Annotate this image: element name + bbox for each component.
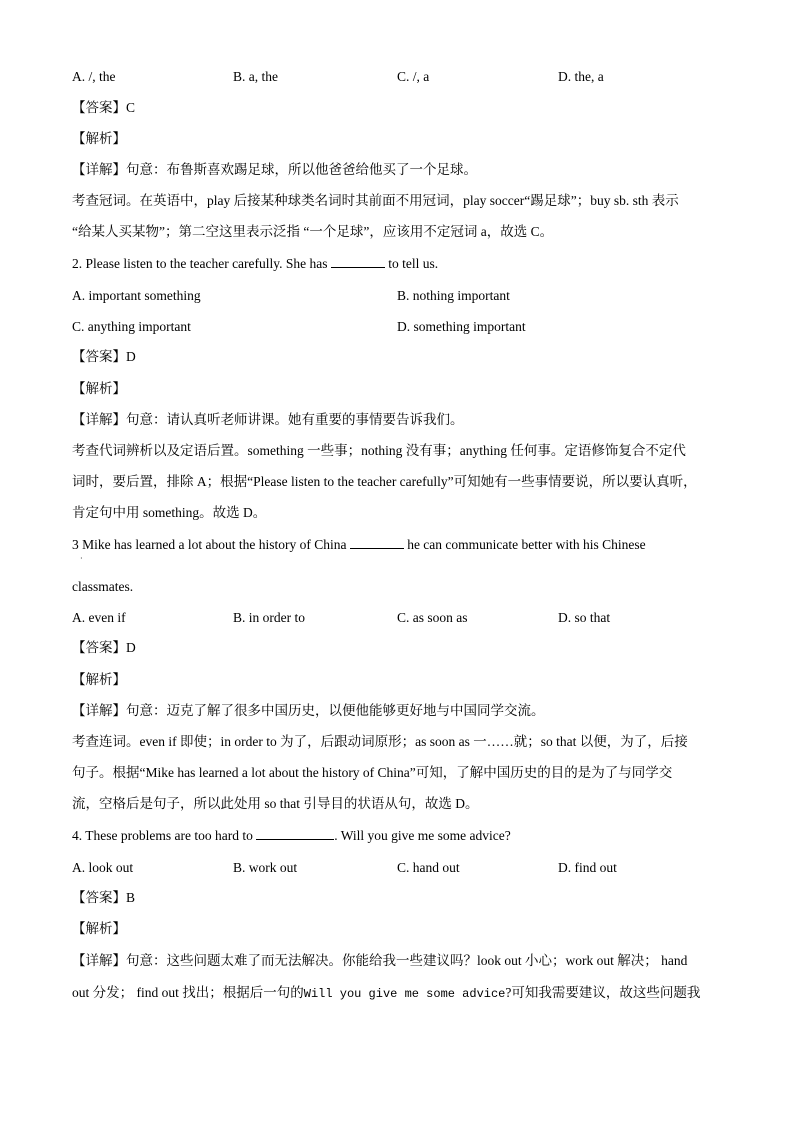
q3-answer: 【答案】D xyxy=(72,640,136,655)
q4-analysis-label: 【解析】 xyxy=(72,921,126,936)
q1-explanation-2: “给某人买某物”；第二空这里表示泛指 “一个足球”，应该用不定冠词 a，故选 C。 xyxy=(72,224,554,239)
q3-blank xyxy=(350,536,404,549)
q3-analysis-label: 【解析】 xyxy=(72,672,126,687)
q3-option-a: A. even if xyxy=(72,610,126,625)
q1-answer: 【答案】C xyxy=(72,100,136,115)
q4-stem-part2: . Will you give me some advice? xyxy=(334,828,511,843)
q2-explanation-1: 考查代词辨析以及定语后置。something 一些事；nothing 没有事；anything 任何事。定语修饰复合不定代 xyxy=(72,443,686,458)
q3-stem-part2: he can communicate better with his Chinese xyxy=(407,537,646,552)
q1-analysis-label: 【解析】 xyxy=(72,131,126,146)
q4-answer: 【答案】B xyxy=(72,890,136,905)
q3-option-c: C. as soon as xyxy=(397,610,468,625)
q3-stem-part1: 3 Mike has learned a lot about the history of China xyxy=(72,537,347,552)
q2-blank xyxy=(331,255,385,268)
q2-option-d: D. something important xyxy=(397,319,526,334)
q2-option-a: A. important something xyxy=(72,288,201,303)
q3-option-b: B. in order to xyxy=(233,610,305,625)
q1-detail: 【详解】句意：布鲁斯喜欢踢足球，所以他爸爸给他买了一个足球。 xyxy=(72,162,477,177)
q4-stem xyxy=(72,827,511,845)
q3-detail: 【详解】句意：迈克了解了很多中国历史，以便他能够更好地与中国同学交流。 xyxy=(72,703,545,718)
q2-stem-part2: to tell us. xyxy=(388,256,439,271)
q2-stem-part1: 2. Please listen to the teacher carefully. She has xyxy=(72,256,328,271)
q2-explanation-2: 词时，要后置，排除 A；根据“Please listen to the teacher carefully”可知她有一些事情要说，所以要认真听， xyxy=(72,474,697,489)
q2-detail: 【详解】句意：请认真听老师讲课。她有重要的事情要告诉我们。 xyxy=(72,412,464,427)
q2-option-c: C. anything important xyxy=(72,319,191,334)
q1-explanation-1: 考查冠词。在英语中，play 后接某种球类名词时其前面不用冠词，play soccer“踢足球”；buy sb. sth 表示 xyxy=(72,193,679,208)
q4-option-c: C. hand out xyxy=(397,860,460,875)
q1-option-c: C. /, a xyxy=(397,69,430,84)
q4-blank xyxy=(256,827,334,840)
q4-stem-part1: 4. These problems are too hard to xyxy=(72,828,253,843)
q3-explanation-2: 句子。根据“Mike has learned a lot about the history of China”可知，了解中国历史的目的是为了与同学交 xyxy=(72,765,673,780)
q3-stem-continued: classmates. xyxy=(72,579,134,594)
q4-option-a: A. look out xyxy=(72,860,134,875)
q2-explanation-3: 肯定句中用 something。故选 D。 xyxy=(72,505,267,520)
q3-number-dot: · xyxy=(80,554,83,563)
q2-stem xyxy=(72,255,438,273)
q4-detail-quoted-sentence: Will you give me some advice xyxy=(303,987,506,1001)
q1-option-d: D. the, a xyxy=(558,69,604,84)
q1-option-b: B. a, the xyxy=(233,69,278,84)
q3-option-d: D. so that xyxy=(558,610,611,625)
q3-explanation-1: 考查连词。even if 即使；in order to 为了，后跟动词原形；as soon as 一……就；so that 以便，为了，后接 xyxy=(72,734,688,749)
q1-option-a: A. /, the xyxy=(72,69,116,84)
q4-detail-2-part2: ?可知我需要建议，故这些问题我 xyxy=(505,985,701,1000)
q4-option-d: D. find out xyxy=(558,860,617,875)
q2-option-b: B. nothing important xyxy=(397,288,510,303)
q4-option-b: B. work out xyxy=(233,860,298,875)
q4-detail-2-part1: out 分发； find out 找出；根据后一句的 xyxy=(72,985,304,1000)
q4-detail-1: 【详解】句意：这些问题太难了而无法解决。你能给我一些建议吗？look out 小心；work out 解决； hand xyxy=(72,953,688,968)
q3-explanation-3: 流，空格后是句子，所以此处用 so that 引导目的状语从句，故选 D。 xyxy=(72,796,479,811)
q4-detail-2 xyxy=(72,984,700,1003)
q3-stem xyxy=(72,536,646,554)
q2-answer: 【答案】D xyxy=(72,349,136,364)
q2-analysis-label: 【解析】 xyxy=(72,381,126,396)
